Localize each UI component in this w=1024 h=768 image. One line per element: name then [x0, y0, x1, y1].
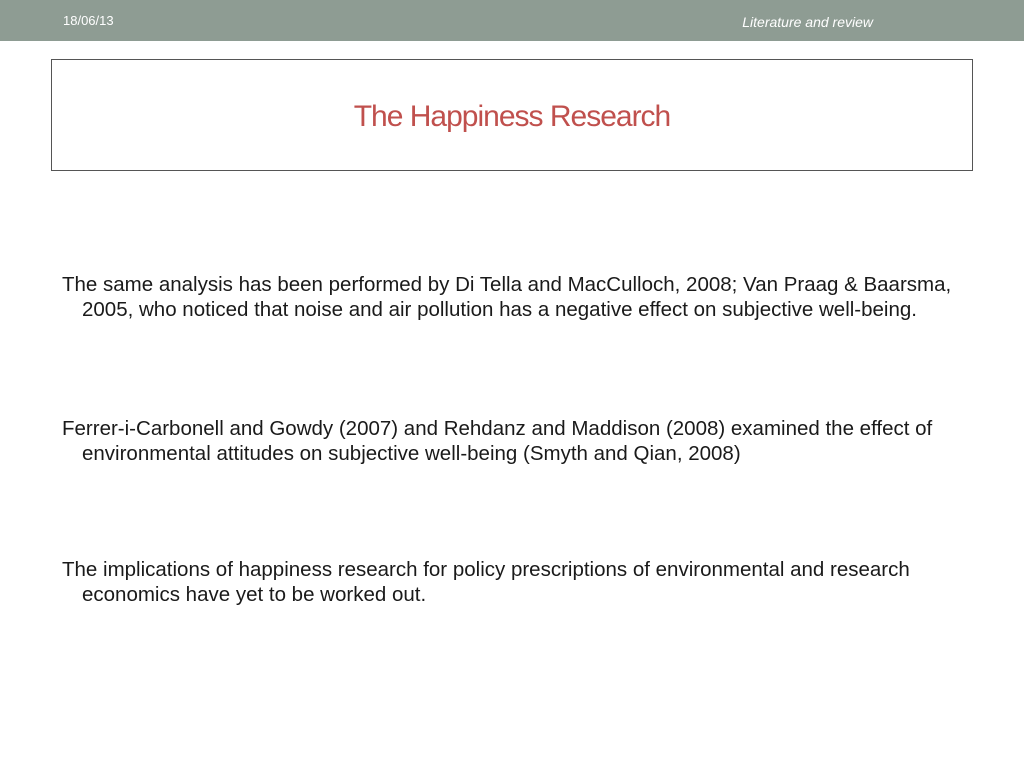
slide-date: 18/06/13 — [63, 13, 114, 28]
paragraph-attitudes: Ferrer-i-Carbonell and Gowdy (2007) and Rehdanz and Maddison (2008) examined the effect of environmental attitudes on subjective well-being (Smyth and Qian, 2008) — [62, 417, 933, 465]
paragraph-pollution: The same analysis has been performed by Di Tella and MacCulloch, 2008; Van Praag & Baarsma, 2005, who noticed that noise and air pollution has a negative effect on subjective well-being. — [62, 273, 952, 321]
section-label: Literature and review — [742, 14, 873, 30]
header-bar — [0, 0, 1024, 41]
slide-title: The Happiness Research — [353, 100, 671, 133]
title-box — [51, 59, 973, 171]
paragraph-implications: The implications of happiness research for policy prescriptions of environmental and research economics have yet to be worked out. — [62, 558, 910, 606]
